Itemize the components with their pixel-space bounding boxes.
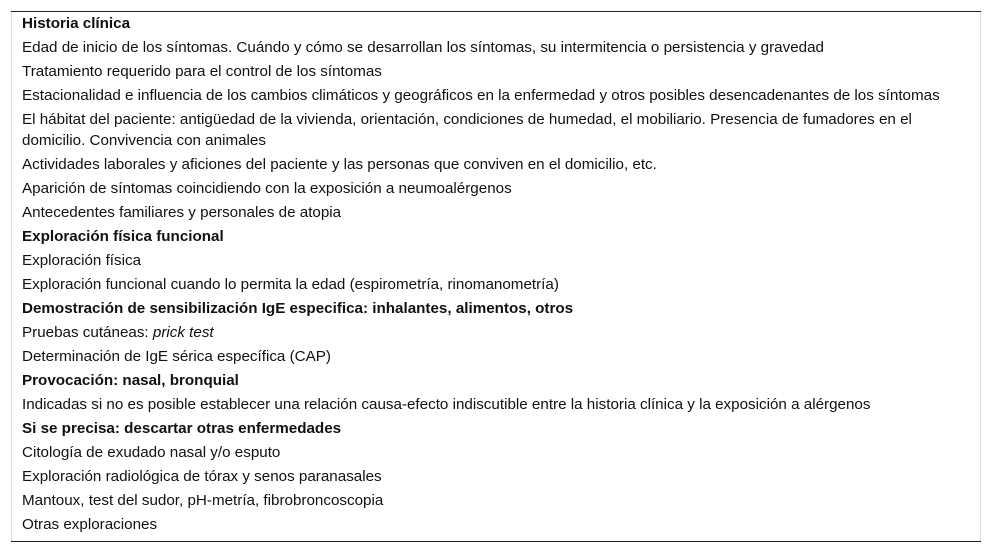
table-row (12, 441, 981, 465)
section-header-cell (12, 225, 981, 249)
section-title: Provocación: nasal, bronquial (22, 372, 239, 389)
section-title: Demostración de sensibilización IgE especifica: inhalantes, alimentos, otros (22, 300, 574, 317)
table-cell (12, 273, 981, 297)
table-row (12, 321, 981, 345)
table-row (12, 201, 981, 225)
table-row (12, 273, 981, 297)
diagnostic-table-grid (11, 12, 981, 541)
section-header-row (12, 225, 981, 249)
table-cell (12, 153, 981, 177)
cell-text: Estacionalidad e influencia de los cambios climáticos y geográficos en la enfermedad y otros posibles desencadenantes de los síntomas (22, 87, 940, 104)
cell-text: Tratamiento requerido para el control de los síntomas (22, 63, 382, 80)
cell-text: Indicadas si no es posible establecer una relación causa-efecto indiscutible entre la historia clínica y la exposición a alérgenos (22, 396, 871, 413)
section-header-row (12, 417, 981, 441)
table-row (12, 465, 981, 489)
table-row (12, 60, 981, 84)
table-row (12, 393, 981, 417)
table-cell (12, 345, 981, 369)
table-row (12, 108, 981, 153)
table-row (12, 36, 981, 60)
table-row (12, 249, 981, 273)
section-header-cell (12, 297, 981, 321)
table-cell (12, 60, 981, 84)
table-cell (12, 36, 981, 60)
section-header-row (12, 12, 981, 36)
cell-text: El hábitat del paciente: antigüedad de la vivienda, orientación, condiciones de humedad, el mobiliario. Presencia de fumadores en el domicilio. Convivencia con animales (22, 111, 912, 149)
diagnostic-table (11, 11, 981, 542)
table-row (12, 153, 981, 177)
table-row (12, 345, 981, 369)
section-title: Si se precisa: descartar otras enfermedades (22, 420, 342, 437)
table-cell (12, 441, 981, 465)
table-cell (12, 321, 981, 345)
cell-text: Aparición de síntomas coincidiendo con la exposición a neumoalérgenos (22, 180, 512, 197)
table-row (12, 177, 981, 201)
table-row (12, 489, 981, 513)
cell-text: Determinación de IgE sérica específica (CAP) (22, 348, 331, 365)
section-header-row (12, 369, 981, 393)
section-header-cell (12, 369, 981, 393)
table-cell (12, 177, 981, 201)
table-body (12, 12, 981, 541)
cell-text: Exploración radiológica de tórax y senos paranasales (22, 468, 382, 485)
section-header-cell (12, 12, 981, 36)
table-cell (12, 108, 981, 153)
cell-text: Antecedentes familiares y personales de atopia (22, 204, 342, 221)
cell-text: Citología de exudado nasal y/o esputo (22, 444, 281, 461)
table-cell (12, 489, 981, 513)
cell-text: Actividades laborales y aficiones del paciente y las personas que conviven en el domicilio, etc. (22, 156, 657, 173)
section-header-row (12, 297, 981, 321)
section-title: Historia clínica (22, 15, 131, 32)
cell-text: Exploración funcional cuando lo permita la edad (espirometría, rinomanometría) (22, 276, 559, 293)
section-title: Exploración física funcional (22, 228, 224, 245)
table-cell (12, 393, 981, 417)
cell-text: Edad de inicio de los síntomas. Cuándo y cómo se desarrollan los síntomas, su intermitencia o persistencia y gravedad (22, 39, 824, 56)
table-cell (12, 249, 981, 273)
cell-text: Pruebas cutáneas: (22, 324, 153, 341)
section-header-cell (12, 417, 981, 441)
cell-text: Otras exploraciones (22, 516, 158, 533)
table-cell (12, 84, 981, 108)
table-row (12, 84, 981, 108)
cell-emphasis-text: prick test (152, 324, 214, 341)
table-cell (12, 201, 981, 225)
table-row (12, 513, 981, 541)
table-cell (12, 513, 981, 541)
cell-text: Exploración física (22, 252, 142, 269)
cell-text: Mantoux, test del sudor, pH-metría, fibrobroncoscopia (22, 492, 384, 509)
table-cell (12, 465, 981, 489)
